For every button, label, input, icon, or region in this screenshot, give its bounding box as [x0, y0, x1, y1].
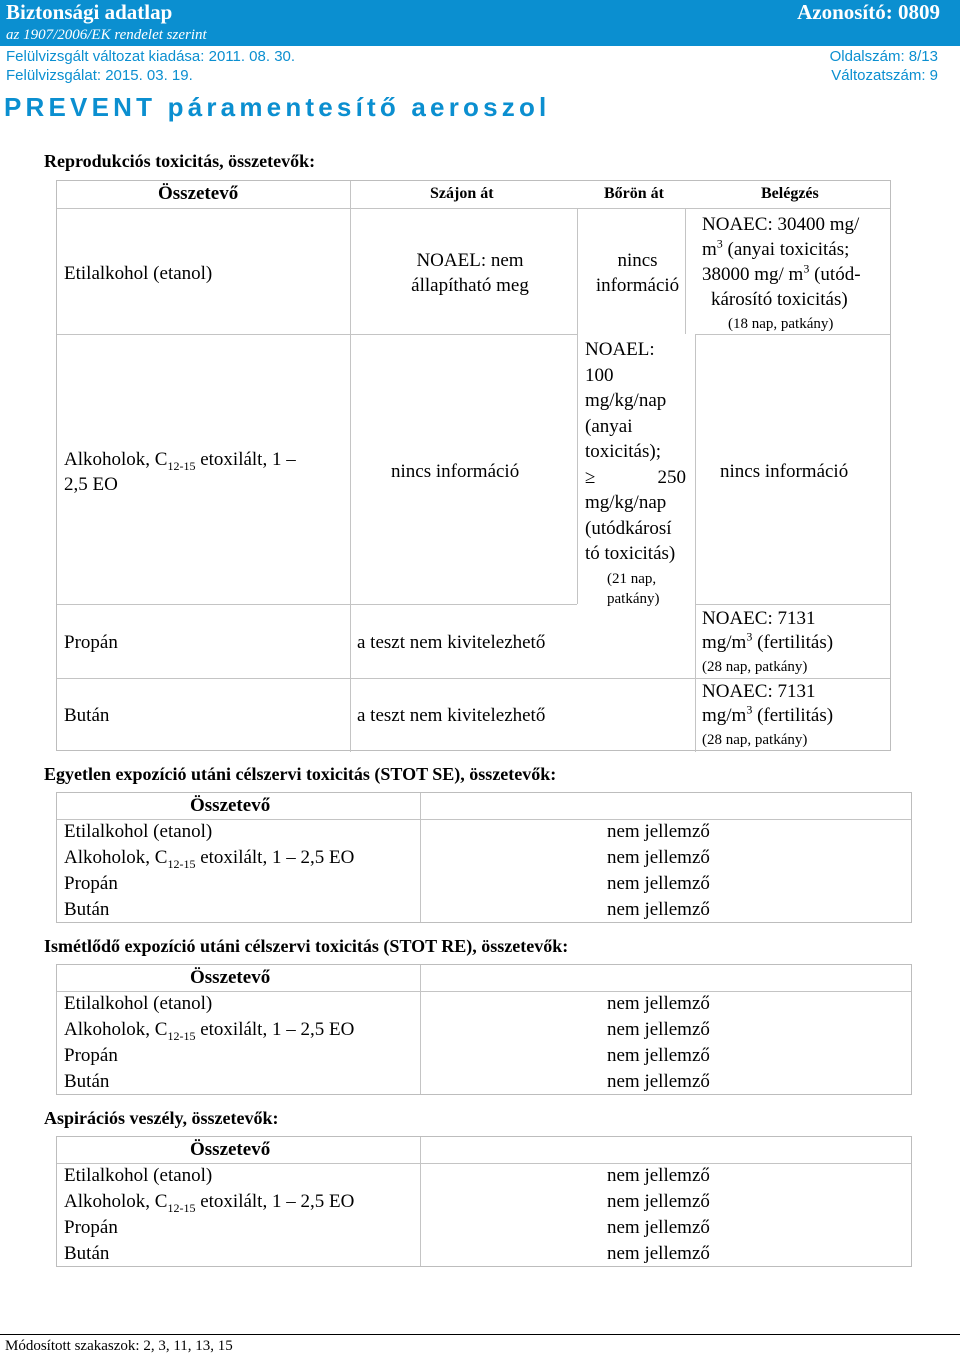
oral-value: nincs információ	[391, 461, 520, 482]
component-name	[64, 447, 344, 497]
col-divider	[420, 793, 421, 922]
dermal-line: NOAEL:	[585, 339, 655, 360]
name-text: Alkoholok, C	[64, 1191, 168, 1212]
col-header-component: Összetevő	[190, 1139, 271, 1160]
header-divider	[57, 991, 911, 992]
stot-se-section-title: Egyetlen expozíció utáni célszervi toxicitás (STOT SE), összetevők:	[44, 764, 557, 784]
component-name	[64, 1019, 354, 1041]
inh-text: (fertilitás)	[752, 705, 834, 726]
inh-line: NOAEC: 7131	[702, 681, 816, 702]
inh-line	[702, 237, 887, 262]
modified-sections: Módosított szakaszok: 2, 3, 11, 13, 15	[5, 1338, 233, 1354]
inh-line: károsító toxicitás)	[711, 289, 848, 310]
name-text: etoxilált, 1 – 2,5 EO	[195, 1191, 355, 1212]
row-divider	[57, 334, 577, 335]
repro-section-title: Reprodukciós toxicitás, összetevők:	[44, 151, 316, 171]
dermal-value	[585, 248, 690, 298]
name-text: etoxilált, 1 – 2,5 EO	[195, 847, 355, 868]
superscript: 3	[746, 702, 753, 717]
col-header-oral: Szájon át	[430, 185, 494, 202]
dermal-line: információ	[595, 275, 680, 296]
col-divider	[695, 604, 696, 752]
toxicity-value: nem jellemző	[607, 1191, 710, 1212]
oral-line: állapítható meg	[411, 275, 529, 296]
inh-text: mg/m	[702, 632, 747, 653]
name-line	[64, 447, 344, 472]
revised-version-date: Felülvizsgált változat kiadása: 2011. 08. 30.	[6, 48, 296, 65]
header-meta-row-2	[0, 66, 960, 86]
inh-line	[702, 262, 887, 287]
col-divider	[350, 209, 351, 334]
dermal-conditions: (21 nap,	[607, 570, 657, 587]
component-name: Bután	[64, 1071, 110, 1092]
inh-text: 38000 mg/ m	[702, 264, 804, 285]
toxicity-value: nem jellemző	[607, 1071, 710, 1092]
header-bar	[0, 0, 960, 26]
col-divider	[695, 334, 696, 604]
inh-text: (fertilitás)	[752, 632, 834, 653]
inhalation-value	[702, 607, 887, 677]
header-divider	[57, 819, 911, 820]
toxicity-value: nem jellemző	[607, 1165, 710, 1186]
product-name: PREVENT páramentesítő aeroszol	[4, 92, 551, 122]
header-divider	[57, 1163, 911, 1164]
inh-text: (anyai toxicitás;	[722, 239, 850, 260]
row-divider	[695, 604, 890, 605]
regulation-text: az 1907/2006/EK rendelet szerint	[6, 27, 207, 43]
component-name: Bután	[64, 705, 110, 726]
dermal-conditions: patkány)	[607, 590, 660, 607]
inh-line	[702, 631, 887, 655]
component-name: Etilalkohol (etanol)	[64, 263, 213, 284]
aspiration-table	[56, 1136, 912, 1267]
header-divider	[57, 208, 890, 209]
toxicity-value: nem jellemző	[607, 1019, 710, 1040]
document-id: Azonosító: 0809	[797, 0, 940, 24]
inh-line	[702, 704, 887, 728]
dermal-line: (utódkárosí	[585, 517, 672, 539]
page-number: Oldalszám: 8/13	[829, 48, 938, 65]
stot-re-table	[56, 964, 912, 1095]
dermal-line: toxicitás);	[585, 441, 661, 462]
col-divider	[420, 965, 421, 1094]
toxicity-value: nem jellemző	[607, 899, 710, 920]
inh-text: mg/m	[702, 705, 747, 726]
inhalation-value: nincs információ	[720, 461, 849, 482]
col-divider	[577, 209, 578, 604]
component-name: Propán	[64, 1045, 118, 1066]
dermal-text: ≥	[585, 466, 596, 488]
toxicity-value: nem jellemző	[607, 1217, 710, 1238]
superscript: 3	[803, 261, 810, 276]
dermal-line: 100	[585, 364, 614, 386]
component-name: Bután	[64, 899, 110, 920]
dermal-line	[585, 465, 690, 491]
toxicity-value: nem jellemző	[607, 873, 710, 894]
dermal-line: tó toxicitás)	[585, 543, 676, 564]
header-meta-row-1	[0, 47, 960, 67]
regulation-bar	[0, 26, 960, 46]
col-divider	[350, 334, 351, 604]
row-divider	[57, 678, 890, 679]
footer-rule	[0, 1334, 960, 1335]
oral-line: NOAEL: nem	[416, 250, 524, 271]
repro-table	[56, 180, 891, 751]
subscript: 12-15	[167, 856, 196, 871]
name-text: Alkoholok, C	[64, 449, 168, 470]
toxicity-value: nem jellemző	[607, 1045, 710, 1066]
component-name: Etilalkohol (etanol)	[64, 993, 213, 1014]
inh-conditions: (18 nap, patkány)	[728, 316, 834, 332]
name-text: Alkoholok, C	[64, 847, 168, 868]
inh-line	[702, 212, 887, 237]
component-name	[64, 1191, 354, 1213]
dermal-text: 250	[657, 466, 686, 488]
component-name: Propán	[64, 632, 118, 653]
component-name: Propán	[64, 873, 118, 894]
col-divider	[350, 604, 351, 752]
row-divider	[695, 334, 890, 335]
subscript: 12-15	[167, 1028, 196, 1043]
toxicity-value: nem jellemző	[607, 1243, 710, 1264]
col-divider	[420, 1137, 421, 1266]
row-divider	[57, 604, 577, 605]
dermal-value	[585, 337, 690, 609]
name-text: etoxilált, 1 – 2,5 EO	[195, 1019, 355, 1040]
toxicity-value: nem jellemző	[607, 847, 710, 868]
dermal-line: mg/kg/nap	[585, 492, 667, 513]
component-name	[64, 847, 354, 869]
col-header-dermal: Bőrön át	[604, 185, 664, 202]
aspiration-section-title: Aspirációs veszély, összetevők:	[44, 1108, 279, 1128]
component-name: Etilalkohol (etanol)	[64, 1165, 213, 1186]
change-number: Változatszám: 9	[831, 67, 938, 84]
name-line: 2,5 EO	[64, 474, 118, 495]
superscript: 3	[746, 629, 753, 644]
component-name: Propán	[64, 1217, 118, 1238]
review-date: Felülvizsgálat: 2015. 03. 19.	[6, 67, 193, 84]
inh-text: (utód-	[809, 264, 861, 285]
superscript: 3	[716, 236, 723, 251]
oral-dermal-value: a teszt nem kivitelezhető	[357, 705, 546, 726]
stot-re-section-title: Ismétlődő expozíció utáni célszervi toxicitás (STOT RE), összetevők:	[44, 936, 569, 956]
subscript: 12-15	[167, 458, 196, 473]
name-text: etoxilált, 1 –	[195, 449, 296, 470]
oral-value	[395, 248, 545, 298]
col-divider	[350, 181, 351, 209]
component-name: Bután	[64, 1243, 110, 1264]
inhalation-value	[702, 212, 887, 334]
inh-text: m	[702, 239, 717, 260]
inh-conditions: (28 nap, patkány)	[702, 732, 808, 748]
dermal-line: mg/kg/nap	[585, 390, 667, 411]
col-header-inhalation: Belégzés	[761, 185, 819, 202]
toxicity-value: nem jellemző	[607, 821, 710, 842]
inh-line: NOAEC: 7131	[702, 608, 816, 629]
subscript: 12-15	[167, 1200, 196, 1215]
dermal-line: nincs	[617, 250, 658, 271]
inh-text: NOAEC: 30400 mg/	[702, 214, 860, 235]
col-header-component: Összetevő	[158, 183, 239, 204]
toxicity-value: nem jellemző	[607, 993, 710, 1014]
component-name: Etilalkohol (etanol)	[64, 821, 213, 842]
col-header-component: Összetevő	[190, 795, 271, 816]
name-text: Alkoholok, C	[64, 1019, 168, 1040]
stot-se-table	[56, 792, 912, 923]
inhalation-value	[702, 680, 887, 750]
document-type: Biztonsági adatlap	[6, 0, 173, 24]
col-header-component: Összetevő	[190, 967, 271, 988]
oral-dermal-value: a teszt nem kivitelezhető	[357, 632, 546, 653]
dermal-line: (anyai	[585, 415, 633, 437]
inh-conditions: (28 nap, patkány)	[702, 659, 808, 675]
